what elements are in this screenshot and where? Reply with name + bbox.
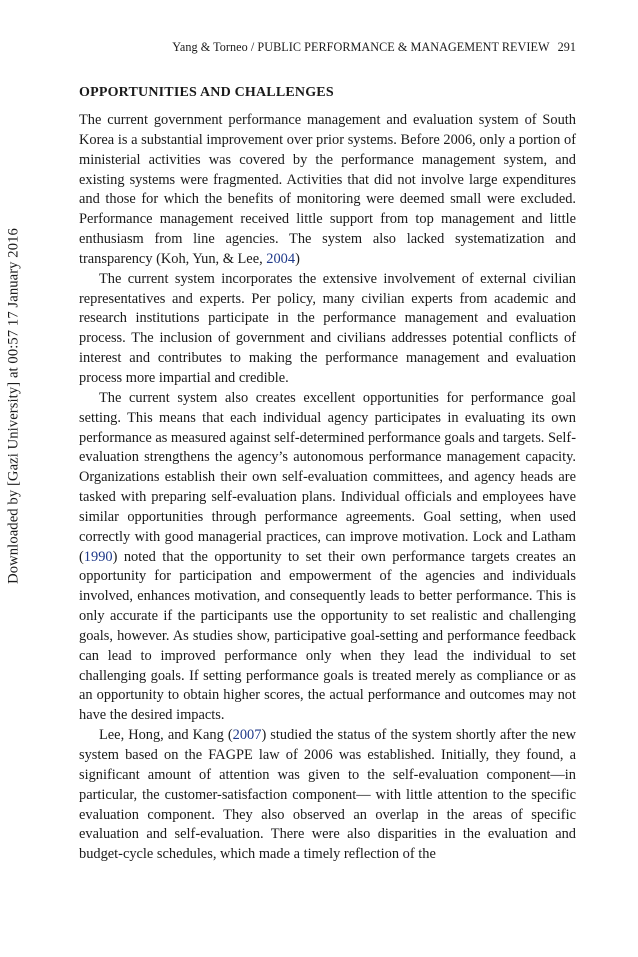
citation-link-lee-2007[interactable]: 2007 bbox=[232, 727, 262, 744]
page-number: 291 bbox=[557, 40, 576, 54]
download-watermark bbox=[2, 130, 26, 682]
paragraph-1: The current government performance management and evaluation system of South Korea is a substantial improvement over prior systems. Before 2006, only a portion of ministerial activities was covered by the performance management system, and existing systems were fragmented. Activities that did not involve large expenditures and those for which the benefits of monitoring were deemed small were excluded. Performance management received little support from top management and little enthusiasm from line agencies. The system also lacked systematization and transparency (Koh, Yun, & Lee, 2004) bbox=[79, 112, 576, 267]
section-heading: OPPORTUNITIES AND CHALLENGES bbox=[79, 85, 334, 100]
citation-link-lock-latham-1990[interactable]: 1990 bbox=[83, 548, 113, 565]
article-body bbox=[79, 111, 576, 865]
citation-link-koh-2004[interactable]: 2004 bbox=[266, 250, 296, 267]
paragraph-3: The current system also creates excellent opportunities for performance goal setting. This means that each individual agency participates in evaluating its own performance as measured against self-determined performance goals and targets. Self-evaluation strengthens the agency’s autonomous performance management capacity. Organizations establish their own self-evaluation committees, and agency heads are tasked with preparing self-evaluation plans. Individual officials and employees have similar opportunities through performance agreements. Goal setting, when used correctly with good managerial practices, can improve motivation. Lock and Latham (1990) noted that the opportunity to set their own performance targets creates an opportunity for participation and empowerment of the agencies and individuals involved, enhances motivation, and consequently leads to better performance. This is only accurate if the participants use the opportunity to set realistic and challenging goals, however. As studies show, participative goal-setting and performance feedback can lead to improved performance only when they lead the individual to set challenging goals. If setting performance goals is treated merely as compliance or as an opportunity to obtain higher scores, the actual performance and outcomes may not have the desired impacts. bbox=[79, 389, 576, 724]
paragraph-4: Lee, Hong, and Kang (2007) studied the status of the system shortly after the new system based on the FAGPE law of 2006 was established. Initially, they found, a significant amount of attention was given to the self-evaluation component—in particular, the customer-satisfaction component— with little attention to the specific evaluation component. They also observed an overlap in the areas of specific evaluation and self-evaluation. There were also disparities in the evaluation and budget-cycle schedules, which made a timely reflection of the bbox=[79, 727, 576, 863]
running-head-title: Yang & Torneo / PUBLIC PERFORMANCE & MANAGEMENT REVIEW bbox=[172, 40, 550, 54]
running-head bbox=[172, 40, 576, 55]
download-note: Downloaded by [Gazi University] at 00:57 17 January 2016 bbox=[5, 228, 22, 584]
paragraph-2: The current system incorporates the extensive involvement of external civilian representatives and experts. Per policy, many civilian experts from academic and research institutions participate in the performance management and evaluation process. The inclusion of government and civilians addresses potential conflicts of interest and contributes to making the performance management and evaluation process more impartial and credible. bbox=[79, 270, 576, 386]
